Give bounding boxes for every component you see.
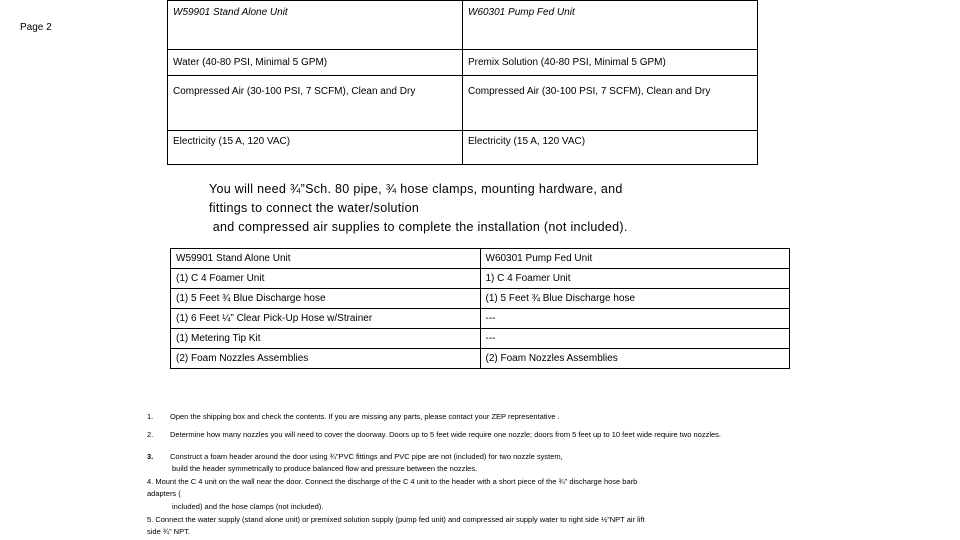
step-text: build the header symmetrically to produce balanced flow and pressure between the nozzles. [172, 464, 478, 473]
step-text: adapters ( [147, 489, 181, 498]
table-header-cell: W60301 Pump Fed Unit [463, 1, 758, 50]
package-contents-table [170, 248, 790, 369]
table-row [168, 50, 758, 76]
table-cell: Water (40-80 PSI, Minimal 5 GPM) [168, 50, 463, 76]
table-row [171, 329, 790, 349]
step-text: 4. Mount the C 4 unit on the wall near the door. Connect the discharge of the C 4 unit to the header with a short piece of the ¾” discharge hose barb [147, 477, 638, 486]
table-row [168, 131, 758, 165]
table-header-row [171, 249, 790, 269]
table-cell: --- [480, 309, 790, 329]
step-text: included) and the hose clamps (not included). [172, 502, 324, 511]
note-line: You will need ¾”Sch. 80 pipe, ¾ hose clamps, mounting hardware, and [209, 182, 623, 196]
step-number: 2. [147, 430, 154, 439]
step-text: Open the shipping box and check the contents. If you are missing any parts, please contact your ZEP representative . [170, 412, 560, 421]
table-header-cell: W59901 Stand Alone Unit [171, 249, 481, 269]
table-cell: (2) Foam Nozzles Assemblies [480, 349, 790, 369]
step-number: 1. [147, 412, 154, 421]
table-cell: (1) 5 Feet ¾ Blue Discharge hose [171, 289, 481, 309]
utilities-requirements-table [167, 0, 758, 165]
table-row [171, 289, 790, 309]
table-cell: (1) C 4 Foamer Unit [171, 269, 481, 289]
table-row [171, 269, 790, 289]
step-text: side ¾” NPT. [147, 527, 190, 536]
note-line: and compressed air supplies to complete the installation (not included). [209, 220, 628, 234]
table-cell: (1) 5 Feet ¾ Blue Discharge hose [480, 289, 790, 309]
step-text: Construct a foam header around the door using ¾”PVC fittings and PVC pipe are not (included) for two nozzle system, [170, 452, 563, 461]
table-cell: Compressed Air (30-100 PSI, 7 SCFM), Clean and Dry [463, 76, 758, 131]
table-cell: --- [480, 329, 790, 349]
table-row [171, 309, 790, 329]
table-row [168, 76, 758, 131]
table-header-row [168, 1, 758, 50]
note-line: fittings to connect the water/solution [209, 201, 420, 215]
table-cell: (1) Metering Tip Kit [171, 329, 481, 349]
table-header-cell: W59901 Stand Alone Unit [168, 1, 463, 50]
table-cell: Compressed Air (30-100 PSI, 7 SCFM), Clean and Dry [168, 76, 463, 131]
table-cell: Electricity (15 A, 120 VAC) [463, 131, 758, 165]
installation-note [209, 180, 628, 237]
table-cell: (1) 6 Feet ¼” Clear Pick-Up Hose w/Strainer [171, 309, 481, 329]
step-text: 5. Connect the water supply (stand alone unit) or premixed solution supply (pump fed unit) and compressed air supply water to right side ½”NPT air lift [147, 515, 645, 524]
table-cell: Premix Solution (40-80 PSI, Minimal 5 GPM) [463, 50, 758, 76]
table-cell: Electricity (15 A, 120 VAC) [168, 131, 463, 165]
step-number: 3. [147, 452, 154, 461]
table-cell: (2) Foam Nozzles Assemblies [171, 349, 481, 369]
table-row [171, 349, 790, 369]
step-text: Determine how many nozzles you will need to cover the doorway. Doors up to 5 feet wide require one nozzle; doors from 5 feet up to 10 feet wide require two nozzles. [170, 430, 721, 439]
page-number: Page 2 [20, 22, 52, 33]
table-header-cell: W60301 Pump Fed Unit [480, 249, 790, 269]
table-cell: 1) C 4 Foamer Unit [480, 269, 790, 289]
